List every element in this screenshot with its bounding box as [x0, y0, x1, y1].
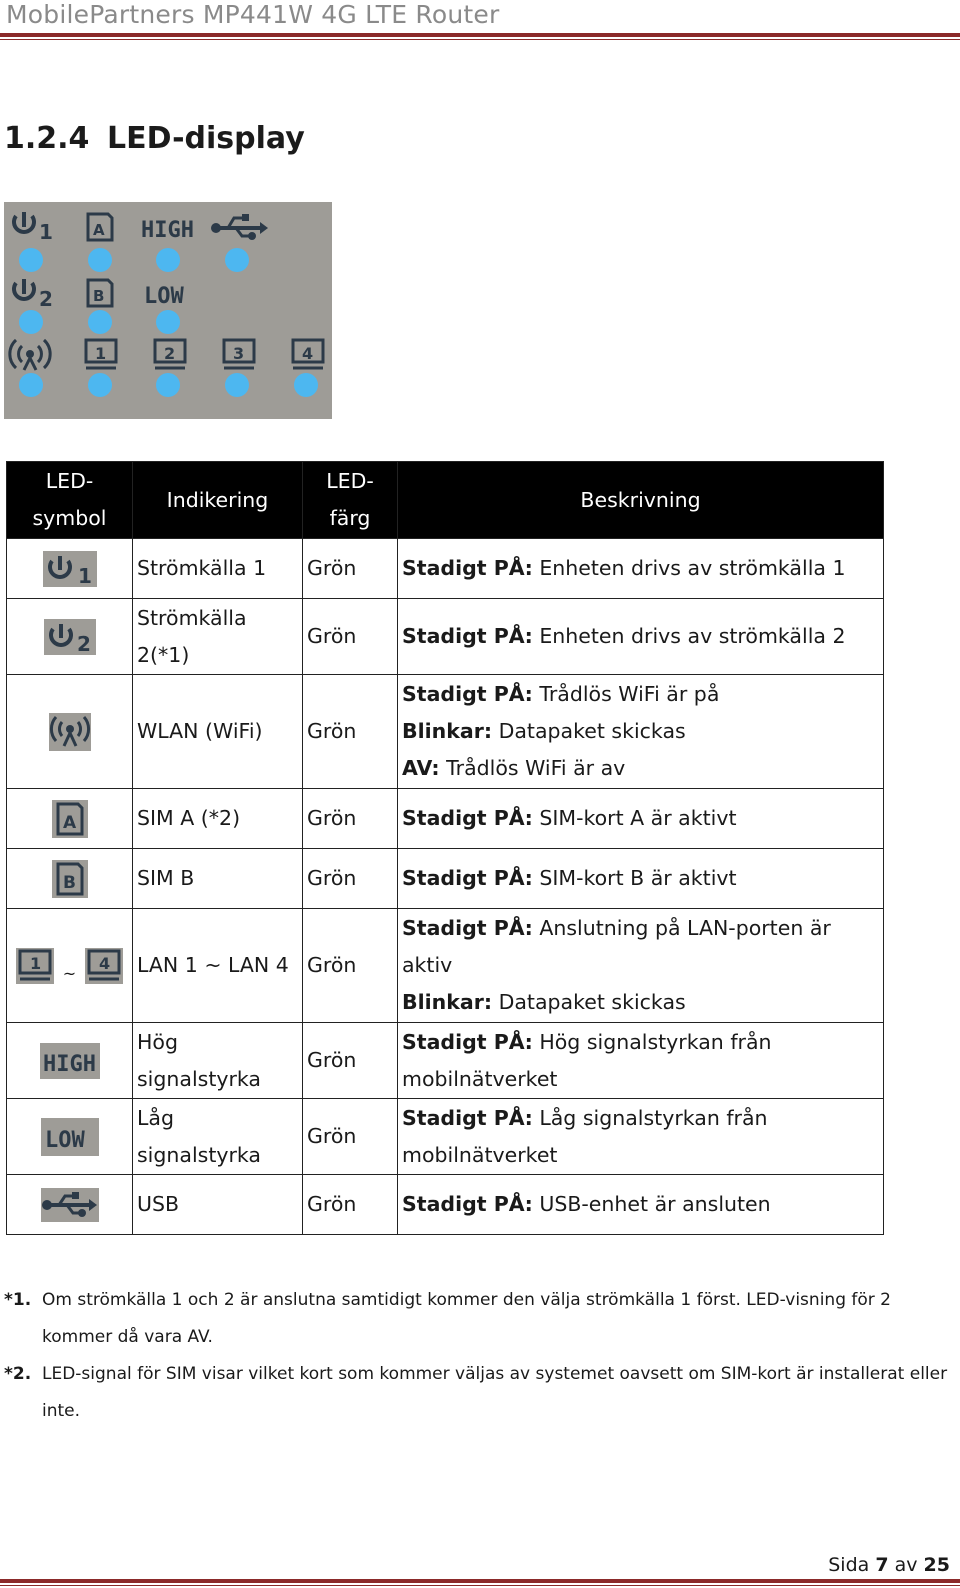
svg-text:1: 1 — [77, 563, 92, 587]
svg-text:4: 4 — [99, 953, 111, 973]
footnote-text: LED-signal för SIM visar vilket kort som kommer väljas av systemet oavsett om SIM-kort är installerat eller inte. — [42, 1364, 948, 1421]
power1-icon — [14, 212, 53, 244]
section-number: 1.2.4 — [4, 121, 90, 156]
led-light — [88, 248, 112, 272]
wifi-icon — [49, 713, 91, 751]
header-led-color: LED-färg — [303, 462, 398, 539]
indication-cell: Strömkälla 2(*1) — [133, 599, 303, 675]
color-cell: Grön — [303, 1023, 398, 1099]
desc-text: Datapaket skickas — [492, 719, 686, 743]
led-light — [19, 373, 43, 397]
desc-key: Stadigt PÅ: — [402, 866, 533, 890]
sim-a-symbol-cell — [7, 789, 133, 849]
page-number — [828, 1554, 950, 1576]
description-cell — [398, 789, 884, 849]
svg-text:A: A — [62, 812, 76, 833]
footer-rule — [0, 1579, 960, 1583]
led-table — [6, 461, 884, 1235]
usb-symbol-cell — [7, 1175, 133, 1235]
lan-symbol-cell — [7, 909, 133, 1023]
table-row — [7, 539, 884, 599]
desc-line — [402, 910, 879, 984]
lan1-icon — [16, 948, 54, 984]
description-cell — [398, 599, 884, 675]
header-led-symbol: LED-symbol — [7, 462, 133, 539]
color-cell: Grön — [303, 1099, 398, 1175]
led-light — [156, 373, 180, 397]
footnote-marker: *1. — [4, 1290, 32, 1310]
desc-key: Blinkar: — [402, 990, 493, 1014]
led-light — [156, 310, 180, 334]
lan4-icon — [85, 948, 123, 984]
wifi-symbol-cell — [7, 675, 133, 789]
desc-text: Datapaket skickas — [492, 990, 686, 1014]
desc-text: Låg signalstyrkan från mobilnätverket — [402, 1105, 768, 1167]
table-row — [7, 599, 884, 675]
desc-key: Stadigt PÅ: — [402, 1192, 533, 1216]
desc-text: USB-enhet är ansluten — [532, 1192, 771, 1216]
svg-text:2: 2 — [76, 631, 91, 655]
indication-cell: USB — [133, 1175, 303, 1235]
desc-text: Trådlös WiFi är på — [532, 682, 720, 706]
wifi-icon — [10, 340, 50, 370]
desc-key: AV: — [402, 756, 440, 780]
current-page: 7 — [875, 1554, 889, 1576]
low-symbol-cell — [7, 1099, 133, 1175]
page-prefix: Sida — [828, 1554, 876, 1576]
power2-icon — [14, 279, 53, 311]
section-heading — [4, 121, 305, 156]
color-cell: Grön — [303, 909, 398, 1023]
power1-symbol-cell — [7, 539, 133, 599]
high-icon: HIGH — [141, 218, 194, 243]
indication-cell: WLAN (WiFi) — [133, 675, 303, 789]
led-light — [156, 248, 180, 272]
sim-b-icon — [88, 280, 112, 306]
lan4-icon — [293, 340, 323, 368]
desc-line — [402, 676, 879, 713]
svg-text:HIGH: HIGH — [42, 1051, 96, 1077]
desc-text: Trådlös WiFi är av — [439, 756, 626, 780]
table-row — [7, 789, 884, 849]
footnote-marker: *2. — [4, 1364, 32, 1384]
table-row — [7, 1023, 884, 1099]
desc-text: Anslutning på LAN-porten är aktiv — [402, 916, 831, 977]
desc-key: Stadigt PÅ: — [402, 556, 533, 580]
lan1-icon — [86, 340, 116, 368]
section-title: LED-display — [107, 121, 305, 156]
color-cell: Grön — [303, 1175, 398, 1235]
high-icon — [40, 1043, 100, 1079]
desc-text: Enheten drivs av strömkälla 1 — [532, 556, 846, 580]
desc-text: SIM-kort B är aktivt — [532, 866, 737, 890]
footnote — [4, 1356, 956, 1430]
color-cell: Grön — [303, 599, 398, 675]
desc-key: Stadigt PÅ: — [402, 624, 533, 648]
page-mid: av — [888, 1554, 924, 1576]
desc-key: Stadigt PÅ: — [402, 682, 533, 706]
lan2-icon — [155, 340, 185, 368]
led-panel-photo — [4, 202, 332, 419]
description-cell — [398, 539, 884, 599]
footnotes — [4, 1282, 956, 1430]
indication-cell: SIM B — [133, 849, 303, 909]
usb-icon — [41, 1188, 99, 1222]
desc-text: SIM-kort A är aktivt — [532, 806, 737, 830]
usb-icon — [211, 214, 268, 240]
desc-key: Stadigt PÅ: — [402, 916, 533, 940]
table-row — [7, 1099, 884, 1175]
svg-text:1: 1 — [29, 953, 42, 973]
led-light — [88, 310, 112, 334]
panel-label-sim-b: B — [93, 287, 105, 305]
color-cell: Grön — [303, 849, 398, 909]
low-icon: LOW — [144, 284, 184, 309]
description-cell — [398, 1175, 884, 1235]
indication-cell: LAN 1 ~ LAN 4 — [133, 909, 303, 1023]
desc-key: Stadigt PÅ: — [402, 1105, 533, 1130]
header-rule-thin — [0, 39, 960, 40]
led-light — [225, 373, 249, 397]
panel-label-power2: 2 — [39, 287, 53, 311]
header-rule — [0, 33, 960, 37]
sim-b-icon — [52, 860, 88, 898]
description-cell — [398, 1099, 884, 1175]
header-indication: Indikering — [133, 462, 303, 539]
low-icon — [41, 1118, 99, 1156]
color-cell: Grön — [303, 539, 398, 599]
desc-line — [402, 750, 879, 787]
table-row — [7, 909, 884, 1023]
indication-cell: Strömkälla 1 — [133, 539, 303, 599]
table-row — [7, 849, 884, 909]
color-cell: Grön — [303, 675, 398, 789]
desc-key: Stadigt PÅ: — [402, 1029, 533, 1054]
table-row — [7, 675, 884, 789]
footnote — [4, 1282, 956, 1356]
color-cell: Grön — [303, 789, 398, 849]
footer-rule-thin — [0, 1585, 960, 1586]
panel-label-lan1: 1 — [95, 344, 107, 363]
panel-label-sim-a: A — [93, 221, 105, 239]
footnote-text: Om strömkälla 1 och 2 är anslutna samtidigt kommer den välja strömkälla 1 först. LED-visning för 2 kommer då vara AV. — [42, 1290, 891, 1347]
table-row — [7, 1175, 884, 1235]
led-light — [225, 248, 249, 272]
power2-icon — [44, 619, 96, 655]
svg-text:B: B — [62, 872, 76, 893]
lan3-icon — [224, 340, 254, 368]
header-description: Beskrivning — [398, 462, 884, 539]
lan-range-tilde: ~ — [62, 963, 77, 983]
led-light — [294, 373, 318, 397]
description-cell — [398, 1023, 884, 1099]
sim-b-symbol-cell — [7, 849, 133, 909]
indication-cell: Låg signalstyrka — [133, 1099, 303, 1175]
desc-line — [402, 713, 879, 750]
indication-cell: Hög signalstyrka — [133, 1023, 303, 1099]
high-symbol-cell — [7, 1023, 133, 1099]
led-light — [19, 310, 43, 334]
panel-label-lan3: 3 — [233, 344, 245, 363]
led-light — [88, 373, 112, 397]
panel-label-lan2: 2 — [164, 344, 176, 363]
total-pages: 25 — [923, 1554, 950, 1576]
sim-a-icon — [88, 214, 112, 240]
sim-a-icon — [52, 800, 88, 838]
description-cell — [398, 909, 884, 1023]
panel-label-power1: 1 — [39, 220, 53, 244]
power1-icon — [43, 551, 97, 587]
desc-line — [402, 984, 879, 1021]
led-light — [19, 248, 43, 272]
desc-key: Blinkar: — [402, 719, 493, 743]
desc-text: Enheten drivs av strömkälla 2 — [532, 624, 846, 648]
desc-key: Stadigt PÅ: — [402, 806, 533, 830]
panel-label-lan4: 4 — [302, 344, 314, 363]
svg-text:LOW: LOW — [44, 1127, 85, 1153]
desc-text: Hög signalstyrkan från mobilnätverket — [402, 1029, 772, 1091]
power2-symbol-cell — [7, 599, 133, 675]
table-header-row — [7, 462, 884, 539]
description-cell — [398, 849, 884, 909]
description-cell — [398, 675, 884, 789]
document-header-title: MobilePartners MP441W 4G LTE Router — [6, 0, 500, 29]
indication-cell: SIM A (*2) — [133, 789, 303, 849]
